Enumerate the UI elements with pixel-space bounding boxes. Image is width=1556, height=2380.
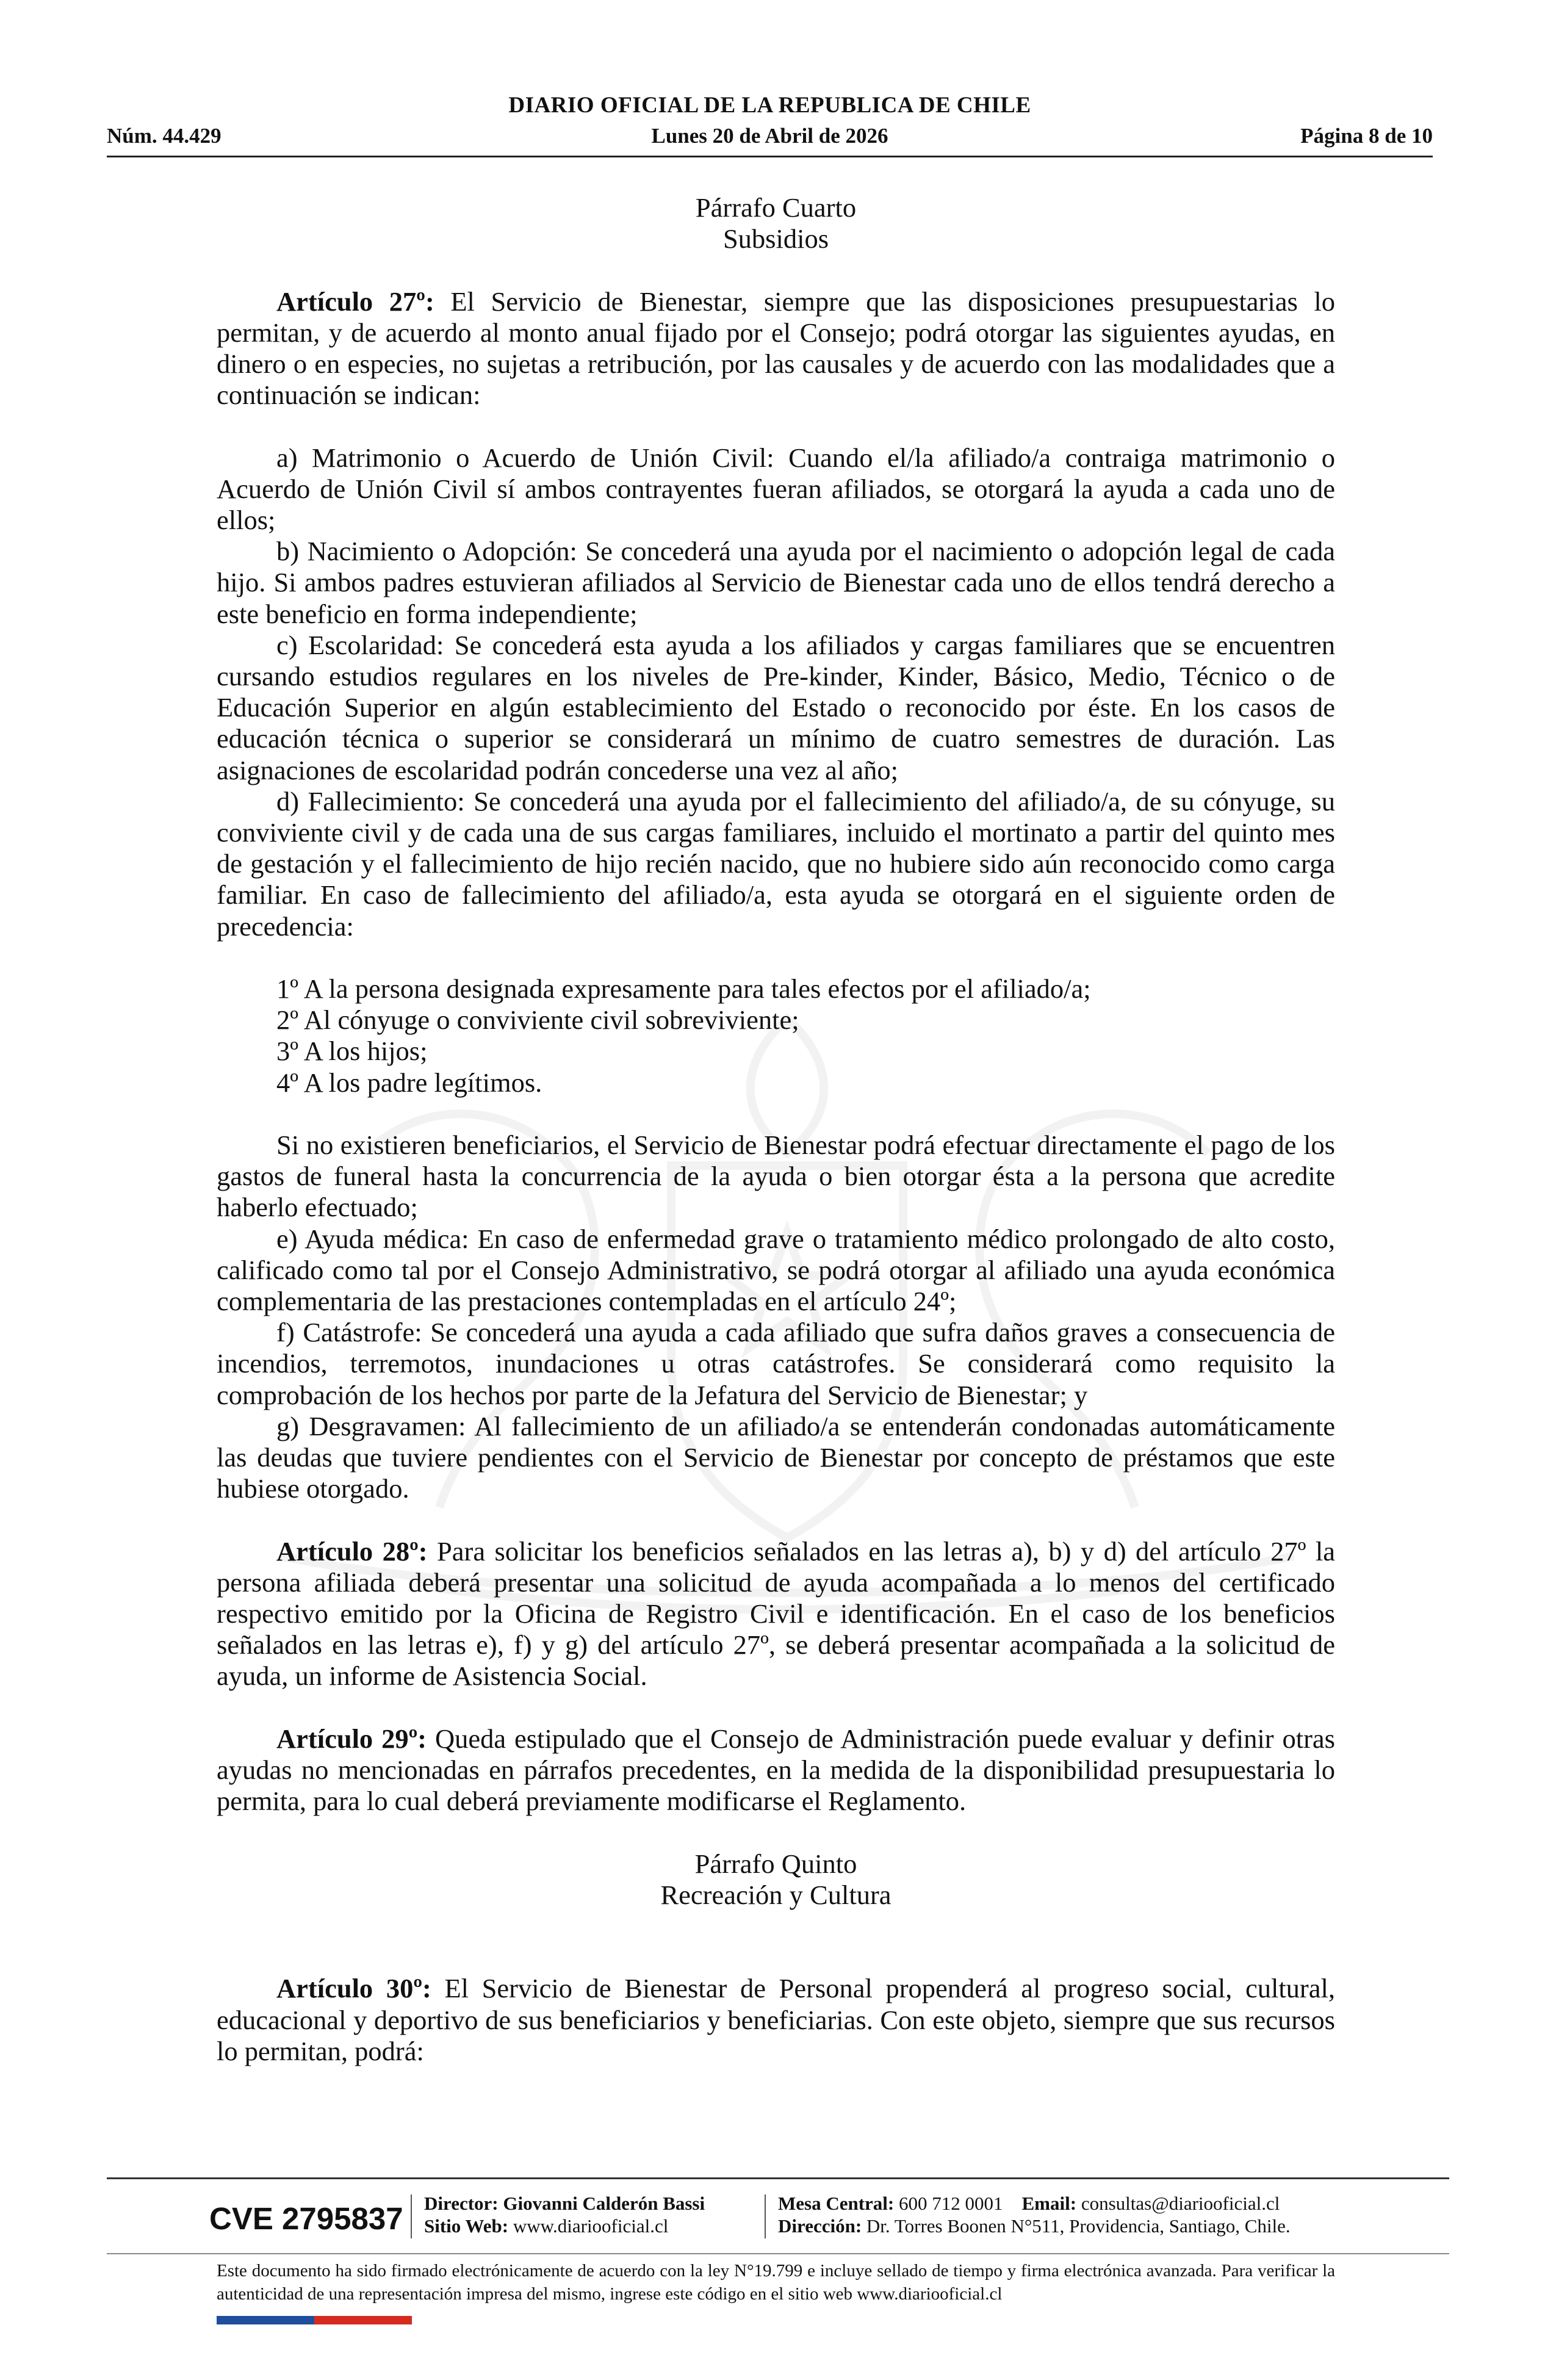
cve-code: CVE 2795837 [209,2201,403,2236]
no-beneficiaries-clause: Si no existieren beneficiarios, el Servicio de Bienestar podrá efectuar directamente el pago de los gastos de funeral hasta la concurrencia de la ayuda o bien otorgar ésta a la persona que acredite haberlo efectuado; [217,1130,1335,1223]
mesa-label: Mesa Central: [778,2193,895,2214]
website-label: Sitio Web: [424,2215,509,2237]
clause-f: f) Catástrofe: Se concederá una ayuda a cada afiliado que sufra daños graves a consecuencia de incendios, terremotos, inundaciones u otras catástrofes. Se considerará como requisito la comprobación de los hechos por parte de la Jefatura del Servicio de Bienestar; y [217,1317,1335,1410]
clause-a: a) Matrimonio o Acuerdo de Unión Civil: Cuando el/la afiliado/a contraiga matrimonio o Acuerdo de Unión Civil sí ambos contrayentes fueran afiliados, se otorgará la ayuda a cada uno de ellos; [217,442,1335,535]
precedence-item: 4º A los padre legítimos. [276,1067,542,1098]
article-30-text: El Servicio de Bienestar de Personal propenderá al progreso social, cultural, educacional y deportivo de sus beneficiarios y beneficiarias. Con este objeto, siempre que sus recursos lo permitan, podrá: [217,1973,1335,2066]
footer-contact-block [778,2192,1291,2237]
article-27-label: Artículo 27º: [276,286,434,317]
precedence-item: 2º Al cónyuge o conviviente civil sobreviviente; [276,1004,799,1036]
mesa-phone: 600 712 0001 [899,2193,1003,2214]
footer-divider-thin [107,2253,1449,2254]
section-subheading: Recreación y Cultura [660,1879,891,1910]
footer-director-block [424,2192,705,2237]
article-30-label: Artículo 30º: [276,1973,431,2004]
article-29-label: Artículo 29º: [276,1723,427,1754]
footer-separator [765,2194,766,2238]
article-30 [217,1973,1335,2067]
issue-date: Lunes 20 de Abril de 2026 [651,124,888,148]
clause-d: d) Fallecimiento: Se concederá una ayuda por el fallecimiento del afiliado/a, de su cónyuge, su conviviente civil y de cada una de sus cargas familiares, incluido el mortinato a partir del quinto mes de gestación y el fallecimiento de hijo recién nacido, que no hubiere sido aún reconocido como carga familiar. En caso de fallecimiento del afiliado/a, esta ayuda se otorgará en el siguiente orden de precedencia: [217,785,1335,942]
precedence-item: 3º A los hijos; [276,1036,428,1067]
article-28-text: Para solicitar los beneficios señalados en las letras a), b) y d) del artículo 27º la persona afiliada deberá presentar una solicitud de ayuda acompañada a lo menos del certificado respectivo emitido por la Oficina de Registro Civil e identificación. En el caso de los beneficios señalados en las letras e), f) y g) del artículo 27º, se deberá presentar acompañada a la solicitud de ayuda, un informe de Asistencia Social. [217,1535,1335,1692]
article-28-label: Artículo 28º: [276,1535,428,1567]
page-number: Página 8 de 10 [1300,124,1433,148]
email-link[interactable]: consultas@diariooficial.cl [1081,2193,1280,2214]
footer-divider [107,2177,1449,2179]
article-27-intro [217,286,1335,411]
address-text: Dr. Torres Boonen N°511, Providencia, Santiago, Chile. [866,2215,1291,2237]
email-label: Email: [1021,2193,1077,2214]
publication-title: DIARIO OFICIAL DE LA REPUBLICA DE CHILE [508,93,1031,118]
address-label: Dirección: [778,2215,862,2237]
clause-b: b) Nacimiento o Adopción: Se concederá una ayuda por el nacimiento o adopción legal de cada hijo. Si ambos padres estuvieran afiliados al Servicio de Bienestar cada uno de ellos tendrá derecho a este beneficio en forma independiente; [217,536,1335,629]
flag-stripe-red [314,2316,412,2324]
website-link[interactable]: www.diariooficial.cl [513,2215,669,2237]
section-subheading: Subsidios [722,223,829,254]
footer-separator [411,2194,412,2238]
director-name: Giovanni Calderón Bassi [503,2193,705,2214]
article-29 [217,1723,1335,1817]
article-27-text: El Servicio de Bienestar, siempre que las disposiciones presupuestarias lo permitan, y de acuerdo al monto anual fijado por el Consejo; podrá otorgar las siguientes ayudas, en dinero o en especies, no sujetas a retribución, por las causales y de acuerdo con las modalidades que a continuación se indican: [217,286,1335,411]
article-29-text: Queda estipulado que el Consejo de Administración puede evaluar y definir otras ayudas no mencionadas en párrafos precedentes, en la medida de la disponibilidad presupuestaria lo permita, para lo cual deberá previamente modificarse el Reglamento. [217,1723,1335,1817]
clause-e: e) Ayuda médica: En caso de enfermedad grave o tratamiento médico prolongado de alto costo, calificado como tal por el Consejo Administrativo, se podrá otorgar al afiliado una ayuda económica complementaria de las prestaciones contempladas en el artículo 24º; [217,1223,1335,1317]
flag-stripe-blue [217,2316,314,2324]
director-label: Director: [424,2193,499,2214]
clause-c: c) Escolaridad: Se concederá esta ayuda a los afiliados y cargas familiares que se encuentren cursando estudios regulares en los niveles de Pre-kinder, Kinder, Básico, Medio, Técnico o de Educación Superior en algún establecimiento del Estado o reconocido por éste. En los casos de educación técnica o superior se considerará un mínimo de cuatro semestres de duración. Las asignaciones de escolaridad podrán concederse una vez al año; [217,629,1335,785]
section-heading: Párrafo Cuarto [695,192,857,223]
issue-number: Núm. 44.429 [107,124,222,148]
signature-disclaimer: Este documento ha sido firmado electrónicamente de acuerdo con la ley N°19.799 e incluye sellado de tiempo y firma electrónica avanzada. Para verificar la autenticidad de una representación impresa del mismo, ingrese este código en el sitio web www.diariooficial.cl [217,2261,1335,2304]
article-28 [217,1536,1335,1692]
clause-g: g) Desgravamen: Al fallecimiento de un afiliado/a se entenderán condonadas automáticamente las deudas que tuviere pendientes con el Servicio de Bienestar por concepto de préstamos que este hubiese otorgado. [217,1410,1335,1504]
header-divider [107,156,1433,157]
section-heading: Párrafo Quinto [694,1848,857,1879]
document-body [217,192,1335,2067]
precedence-item: 1º A la persona designada expresamente para tales efectos por el afiliado/a; [276,973,1091,1004]
page-footer [107,2185,1449,2252]
